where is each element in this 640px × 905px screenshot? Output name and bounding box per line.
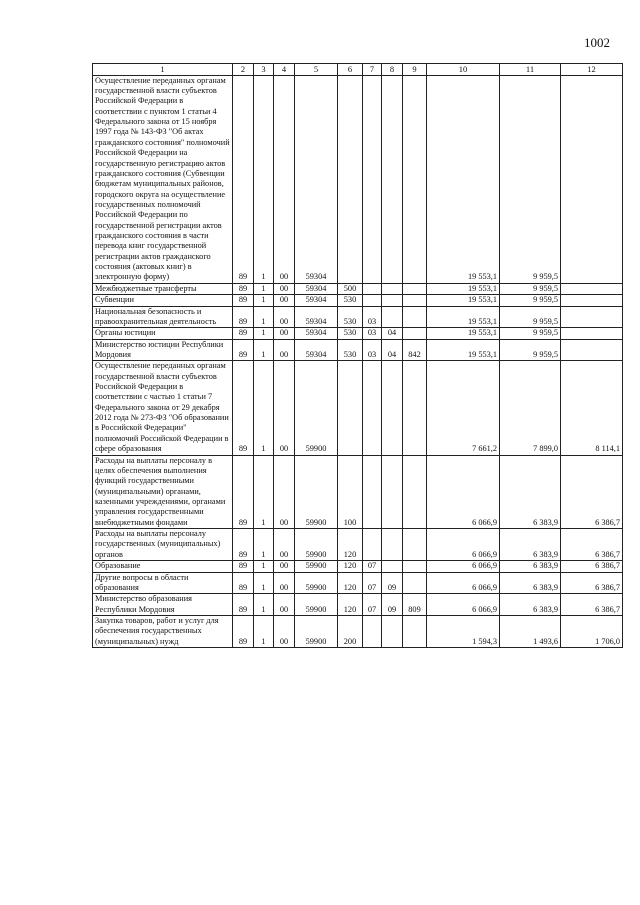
cell-amount: 6 386,7 (561, 529, 623, 561)
cell-code: 1 (254, 455, 274, 529)
row-description: Органы юстиции (93, 328, 233, 339)
col-header: 7 (363, 64, 382, 76)
cell-code: 1 (254, 283, 274, 294)
cell-code: 89 (233, 295, 254, 306)
cell-code: 59304 (295, 295, 338, 306)
row-description: Осуществление переданных органам государственной власти субъектов Российской Федерации в соответствии с частью 1 статьи 7 Федерального закона от 29 декабря 2012 года № 273-ФЗ "Об образовании в Российской Федерации" полномочий Российской Федерации в сфере образования (93, 361, 233, 455)
table-row (93, 594, 623, 616)
cell-code: 530 (338, 328, 363, 339)
cell-amount: 6 386,7 (561, 572, 623, 594)
cell-code: 03 (363, 328, 382, 339)
cell-code: 04 (382, 339, 403, 361)
cell-code: 89 (233, 306, 254, 328)
cell-amount: 6 383,9 (500, 572, 561, 594)
table-row (93, 455, 623, 529)
cell-code: 1 (254, 306, 274, 328)
col-header: 8 (382, 64, 403, 76)
cell-amount: 6 386,7 (561, 561, 623, 572)
cell-amount: 19 553,1 (427, 75, 500, 283)
cell-code: 00 (274, 615, 295, 647)
cell-code: 120 (338, 561, 363, 572)
cell-code: 59304 (295, 306, 338, 328)
cell-amount: 9 959,5 (500, 295, 561, 306)
cell-code: 03 (363, 306, 382, 328)
cell-code (382, 615, 403, 647)
cell-code: 04 (382, 328, 403, 339)
cell-code (382, 455, 403, 529)
cell-code (403, 615, 427, 647)
cell-code (403, 455, 427, 529)
cell-code: 89 (233, 361, 254, 455)
cell-code: 120 (338, 529, 363, 561)
cell-code: 00 (274, 328, 295, 339)
cell-code (363, 529, 382, 561)
cell-amount: 19 553,1 (427, 339, 500, 361)
row-description: Субвенции (93, 295, 233, 306)
cell-code (338, 75, 363, 283)
table-row (93, 572, 623, 594)
cell-code: 59900 (295, 361, 338, 455)
cell-code: 1 (254, 615, 274, 647)
cell-code: 1 (254, 328, 274, 339)
cell-amount: 6 383,9 (500, 529, 561, 561)
col-header: 6 (338, 64, 363, 76)
table-row (93, 295, 623, 306)
col-header: 11 (500, 64, 561, 76)
cell-amount: 19 553,1 (427, 295, 500, 306)
table-row (93, 561, 623, 572)
cell-amount: 19 553,1 (427, 306, 500, 328)
cell-amount: 6 066,9 (427, 572, 500, 594)
cell-code (363, 455, 382, 529)
cell-code: 120 (338, 594, 363, 616)
table-row (93, 529, 623, 561)
cell-code: 89 (233, 328, 254, 339)
cell-code: 530 (338, 339, 363, 361)
cell-code (338, 361, 363, 455)
cell-code: 59304 (295, 75, 338, 283)
cell-amount (561, 328, 623, 339)
page-number: 1002 (584, 35, 610, 50)
row-description: Министерство юстиции Республики Мордовия (93, 339, 233, 361)
cell-amount (561, 306, 623, 328)
cell-code (363, 615, 382, 647)
cell-amount: 1 706,0 (561, 615, 623, 647)
cell-code: 89 (233, 561, 254, 572)
cell-code: 00 (274, 455, 295, 529)
cell-code: 59900 (295, 529, 338, 561)
cell-amount: 6 066,9 (427, 594, 500, 616)
cell-code: 00 (274, 529, 295, 561)
cell-code (403, 295, 427, 306)
cell-amount: 9 959,5 (500, 339, 561, 361)
cell-code: 59900 (295, 455, 338, 529)
cell-code: 89 (233, 283, 254, 294)
cell-code: 1 (254, 295, 274, 306)
cell-code (403, 529, 427, 561)
cell-code: 1 (254, 361, 274, 455)
cell-code: 89 (233, 455, 254, 529)
cell-code (382, 529, 403, 561)
row-description: Расходы на выплаты персоналу в целях обеспечения выполнения функций государственными (муниципальными) органами, казенными учреждениями, органами управления государственными внебюджетными фондами (93, 455, 233, 529)
cell-code: 89 (233, 529, 254, 561)
budget-table (92, 63, 623, 648)
cell-amount: 6 386,7 (561, 594, 623, 616)
cell-amount: 7 899,0 (500, 361, 561, 455)
col-header: 2 (233, 64, 254, 76)
cell-code (403, 328, 427, 339)
cell-code (382, 75, 403, 283)
cell-amount: 6 383,9 (500, 455, 561, 529)
row-description: Другие вопросы в области образования (93, 572, 233, 594)
cell-code (403, 572, 427, 594)
cell-code (382, 283, 403, 294)
cell-code: 89 (233, 339, 254, 361)
table-header-row (93, 64, 623, 76)
cell-code: 09 (382, 594, 403, 616)
cell-code: 59304 (295, 283, 338, 294)
table-row (93, 339, 623, 361)
cell-amount: 9 959,5 (500, 75, 561, 283)
cell-code (363, 75, 382, 283)
cell-amount: 7 661,2 (427, 361, 500, 455)
cell-code: 59900 (295, 615, 338, 647)
cell-amount: 6 066,9 (427, 455, 500, 529)
row-description: Национальная безопасность и правоохранительная деятельность (93, 306, 233, 328)
cell-code: 1 (254, 561, 274, 572)
cell-code: 03 (363, 339, 382, 361)
cell-code: 1 (254, 75, 274, 283)
cell-code (403, 306, 427, 328)
row-description: Министерство образования Республики Мордовия (93, 594, 233, 616)
cell-code: 500 (338, 283, 363, 294)
cell-code: 89 (233, 594, 254, 616)
cell-amount (561, 75, 623, 283)
cell-code (382, 306, 403, 328)
cell-code: 1 (254, 594, 274, 616)
col-header: 4 (274, 64, 295, 76)
cell-code (403, 361, 427, 455)
table-row (93, 361, 623, 455)
row-description: Осуществление переданных органам государственной власти субъектов Российской Федерации в соответствии с пунктом 1 статьи 4 Федерального закона от 15 ноября 1997 года № 143-ФЗ "Об актах гражданского состояния" полномочий Российской Федерации на государственную регистрацию актов гражданского состояния (Субвенции бюджетам муниципальных районов, городского округа на осуществление государственных полномочий Российской Федерации по государственной регистрации актов гражданского состояния в части перевода книг государственной регистрации актов гражданского состояния (актовых книг) в электронную форму) (93, 75, 233, 283)
cell-code: 530 (338, 306, 363, 328)
cell-code: 1 (254, 529, 274, 561)
table-row (93, 75, 623, 283)
cell-code: 00 (274, 361, 295, 455)
cell-code: 59900 (295, 594, 338, 616)
cell-code (403, 283, 427, 294)
col-header: 1 (93, 64, 233, 76)
cell-code: 1 (254, 339, 274, 361)
cell-code (363, 361, 382, 455)
cell-code: 00 (274, 295, 295, 306)
cell-code: 1 (254, 572, 274, 594)
cell-code (403, 561, 427, 572)
cell-code: 00 (274, 306, 295, 328)
cell-amount: 6 066,9 (427, 561, 500, 572)
cell-amount: 1 493,6 (500, 615, 561, 647)
cell-amount: 6 066,9 (427, 529, 500, 561)
col-header: 3 (254, 64, 274, 76)
cell-code (363, 295, 382, 306)
table-row (93, 306, 623, 328)
table-body (93, 75, 623, 647)
cell-code: 100 (338, 455, 363, 529)
cell-amount (561, 295, 623, 306)
cell-code: 842 (403, 339, 427, 361)
cell-code: 89 (233, 615, 254, 647)
col-header: 9 (403, 64, 427, 76)
cell-amount: 9 959,5 (500, 328, 561, 339)
cell-code: 07 (363, 594, 382, 616)
cell-amount: 19 553,1 (427, 328, 500, 339)
row-description: Межбюджетные трансферты (93, 283, 233, 294)
col-header: 10 (427, 64, 500, 76)
col-header: 12 (561, 64, 623, 76)
cell-code (382, 561, 403, 572)
cell-code: 530 (338, 295, 363, 306)
table-row (93, 283, 623, 294)
cell-code (382, 361, 403, 455)
row-description: Образование (93, 561, 233, 572)
cell-amount: 9 959,5 (500, 306, 561, 328)
cell-code: 07 (363, 572, 382, 594)
table-row (93, 615, 623, 647)
cell-amount (561, 283, 623, 294)
cell-code: 59304 (295, 339, 338, 361)
cell-code: 07 (363, 561, 382, 572)
cell-amount: 1 594,3 (427, 615, 500, 647)
cell-code: 00 (274, 283, 295, 294)
cell-amount: 6 383,9 (500, 561, 561, 572)
row-description: Закупка товаров, работ и услуг для обеспечения государственных (муниципальных) нужд (93, 615, 233, 647)
cell-code: 89 (233, 572, 254, 594)
cell-code: 00 (274, 594, 295, 616)
cell-code: 09 (382, 572, 403, 594)
cell-amount: 8 114,1 (561, 361, 623, 455)
cell-code (403, 75, 427, 283)
cell-amount: 9 959,5 (500, 283, 561, 294)
cell-code: 00 (274, 561, 295, 572)
cell-code: 00 (274, 75, 295, 283)
cell-code: 89 (233, 75, 254, 283)
cell-amount: 19 553,1 (427, 283, 500, 294)
cell-code: 200 (338, 615, 363, 647)
cell-amount (561, 339, 623, 361)
cell-amount: 6 386,7 (561, 455, 623, 529)
cell-code: 00 (274, 572, 295, 594)
cell-code: 59900 (295, 572, 338, 594)
cell-code: 00 (274, 339, 295, 361)
cell-amount: 6 383,9 (500, 594, 561, 616)
cell-code: 809 (403, 594, 427, 616)
cell-code: 59900 (295, 561, 338, 572)
row-description: Расходы на выплаты персоналу государственных (муниципальных) органов (93, 529, 233, 561)
col-header: 5 (295, 64, 338, 76)
cell-code: 59304 (295, 328, 338, 339)
cell-code (363, 283, 382, 294)
cell-code: 120 (338, 572, 363, 594)
table-row (93, 328, 623, 339)
cell-code (382, 295, 403, 306)
